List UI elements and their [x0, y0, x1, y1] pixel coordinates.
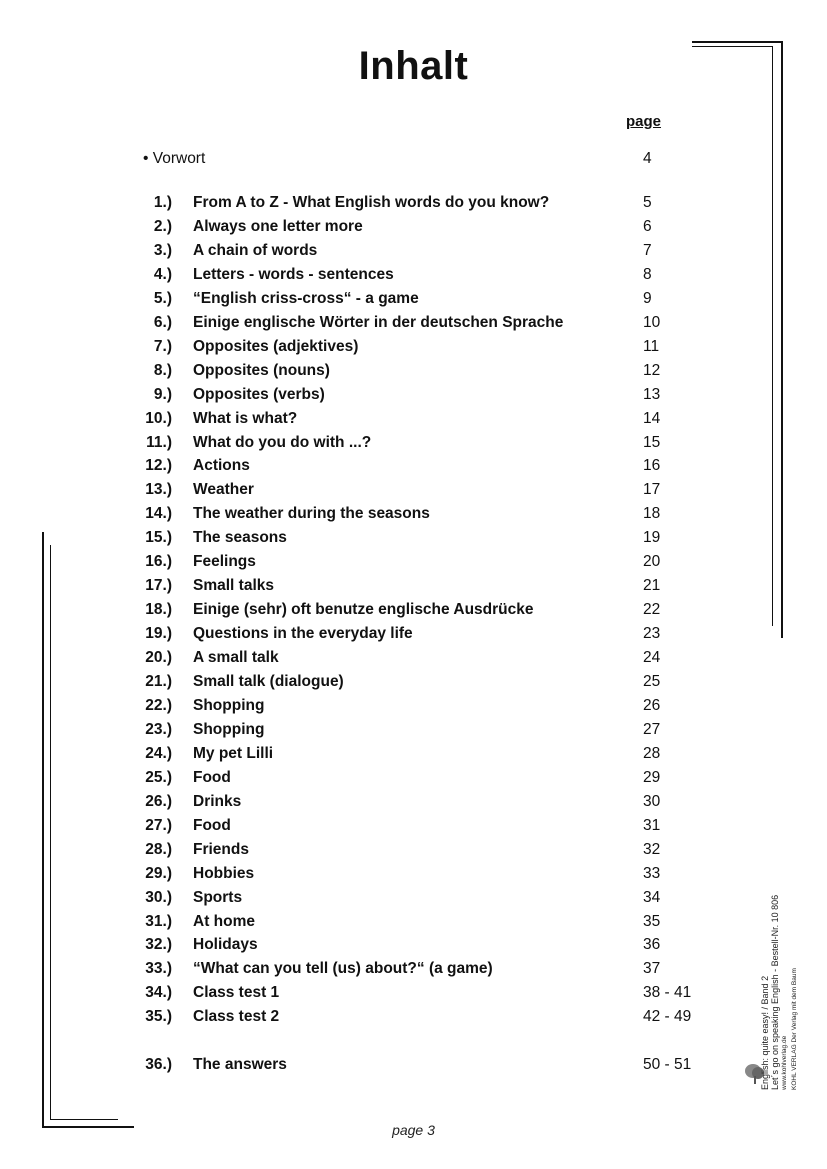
- toc-entry-page: 38 - 41: [643, 984, 692, 1001]
- toc-entry-title: Opposites (verbs): [193, 386, 325, 403]
- toc-entry-page: 35: [643, 913, 661, 930]
- toc-entry-page: 21: [643, 577, 661, 594]
- toc-entry-number: 29.): [145, 865, 172, 882]
- toc-entry-title: Weather: [193, 481, 254, 498]
- toc-entry-number: 20.): [145, 649, 172, 666]
- toc-entry-page: 23: [643, 625, 661, 642]
- toc-entry-page: 29: [643, 769, 661, 786]
- toc-entry-title: Letters - words - sentences: [193, 266, 394, 283]
- toc-entry-title: “What can you tell (us) about?“ (a game): [193, 960, 493, 977]
- toc-entry-title: Class test 1: [193, 984, 280, 1001]
- toc-entry-page: 22: [643, 601, 661, 618]
- toc-entry-page: 36: [643, 936, 661, 953]
- toc-entry-title: Small talks: [193, 577, 274, 594]
- toc-entry-page: 6: [643, 218, 652, 235]
- toc-entry-number: 26.): [145, 793, 172, 810]
- toc-entry-number: 17.): [145, 577, 172, 594]
- toc-entry-title: At home: [193, 913, 255, 930]
- toc-entry-page: 25: [643, 673, 661, 690]
- toc-entry-page: 4: [643, 150, 652, 167]
- toc-entry-title: What do you do with ...?: [193, 434, 372, 451]
- toc-entry-page: 18: [643, 505, 661, 522]
- toc-entry-title: Class test 2: [193, 1008, 280, 1025]
- toc-entry-number: 30.): [145, 889, 172, 906]
- toc-entry-title: Holidays: [193, 936, 258, 953]
- toc-entry-number: 7.): [153, 338, 172, 355]
- toc-entry-page: 12: [643, 362, 661, 379]
- toc-entry-number: 10.): [145, 410, 172, 427]
- toc-entry-page: 24: [643, 649, 661, 666]
- toc-entry-number: 1.): [153, 194, 172, 211]
- toc-entry-title: A small talk: [193, 649, 279, 666]
- toc-entry-title: Questions in the everyday life: [193, 625, 413, 642]
- toc-entry-title: Food: [193, 769, 231, 786]
- toc-entry-page: 26: [643, 697, 661, 714]
- toc-entry-number: 35.): [145, 1008, 172, 1025]
- page-column-header: page: [626, 113, 662, 130]
- toc-entry-number: 31.): [145, 913, 172, 930]
- publisher-logo-text: KOHL VERLAG: [791, 1044, 798, 1090]
- toc-entry-title: Opposites (nouns): [193, 362, 330, 379]
- toc-entry-number: 27.): [145, 817, 172, 834]
- toc-entry-number: 2.): [153, 218, 172, 235]
- toc-entry-title: My pet Lilli: [193, 745, 274, 762]
- toc-entry-page: 14: [643, 410, 661, 427]
- page-number-footer: page 3: [392, 1122, 435, 1138]
- toc-entry-title: Drinks: [193, 793, 242, 810]
- toc-entry-title: Shopping: [193, 697, 265, 714]
- toc-entry-page: 33: [643, 865, 661, 882]
- toc-entry-title: The weather during the seasons: [193, 505, 430, 522]
- toc-entry-title: Einige (sehr) oft benutze englische Ausdrücke: [193, 601, 534, 618]
- toc-entry-title: Small talk (dialogue): [193, 673, 344, 690]
- toc-entry-title: The answers: [193, 1056, 287, 1073]
- frame-top-right-inner: [692, 46, 772, 47]
- toc-entry-number: 32.): [145, 936, 172, 953]
- toc-entry-title: Sports: [193, 889, 243, 906]
- toc-entry-number: 21.): [145, 673, 172, 690]
- toc-entry-page: 34: [643, 889, 661, 906]
- toc-entry-title: Hobbies: [193, 865, 255, 882]
- frame-top-right-outer: [692, 41, 783, 43]
- toc-entry-page: 16: [643, 457, 661, 474]
- frame-bottom-inner: [50, 1119, 118, 1120]
- toc-entry-number: 18.): [145, 601, 172, 618]
- credit-line-order: Let´s go on speaking English - Bestell-Nr. 10 806: [770, 894, 780, 1090]
- toc-entry-page: 19: [643, 529, 661, 546]
- page-title: Inhalt: [358, 44, 469, 88]
- toc-entry-number: 23.): [145, 721, 172, 738]
- toc-entry-title: • Vorwort: [143, 150, 206, 167]
- publisher-side-credit: [760, 895, 800, 1090]
- toc-entry-number: 22.): [145, 697, 172, 714]
- toc-entry-title: Feelings: [193, 553, 256, 570]
- toc-entry-page: 20: [643, 553, 661, 570]
- toc-entry-page: 42 - 49: [643, 1008, 692, 1025]
- frame-right-outer: [781, 41, 783, 638]
- toc-entry-page: 15: [643, 434, 661, 451]
- toc-entry-title: “English criss-cross“ - a game: [193, 290, 419, 307]
- toc-entry-page: 30: [643, 793, 661, 810]
- toc-entry-page: 17: [643, 481, 661, 498]
- frame-left-inner: [50, 545, 51, 1120]
- toc-entry-number: 11.): [146, 434, 172, 451]
- toc-entry-number: 3.): [153, 242, 172, 259]
- toc-entry-number: 9.): [153, 386, 172, 403]
- toc-entry-title: Actions: [193, 457, 250, 474]
- toc-entry-title: Always one letter more: [193, 218, 363, 235]
- toc-entry-page: 50 - 51: [643, 1056, 692, 1073]
- frame-left-outer: [42, 532, 44, 1128]
- toc-entry-number: 24.): [145, 745, 172, 762]
- toc-entry-page: 9: [643, 290, 652, 307]
- toc-entry-page: 32: [643, 841, 661, 858]
- toc-entry-number: 28.): [145, 841, 172, 858]
- toc-entry-number: 8.): [153, 362, 172, 379]
- toc-entry-number: 14.): [145, 505, 172, 522]
- toc-entry-number: 12.): [145, 457, 172, 474]
- toc-entry-number: 13.): [145, 481, 172, 498]
- toc-entry-number: 33.): [145, 960, 172, 977]
- credit-line-website: www.kohlverlag.de: [781, 1035, 788, 1090]
- toc-entry-title: Food: [193, 817, 231, 834]
- toc-entry-page: 7: [643, 242, 652, 259]
- toc-entry-number: 5.): [153, 290, 172, 307]
- toc-entry-title: A chain of words: [193, 242, 318, 259]
- toc-entry-page: 28: [643, 745, 661, 762]
- toc-entry-page: 8: [643, 266, 652, 283]
- toc-entry-page: 5: [643, 194, 652, 211]
- toc-entry-number: 6.): [153, 314, 172, 331]
- toc-entry-title: Opposites (adjektives): [193, 338, 359, 355]
- toc-entry-page: 13: [643, 386, 661, 403]
- toc-entry-page: 27: [643, 721, 661, 738]
- toc-entry-page: 31: [643, 817, 661, 834]
- toc-entry-number: 4.): [153, 266, 172, 283]
- toc-entry-title: Einige englische Wörter in der deutschen Sprache: [193, 314, 564, 331]
- toc-entry-page: 11: [643, 338, 660, 355]
- toc-entry-number: 36.): [145, 1056, 172, 1073]
- toc-entry-title: Friends: [193, 841, 249, 858]
- toc-entry-number: 16.): [145, 553, 172, 570]
- toc-entry-number: 34.): [145, 984, 172, 1001]
- credit-line-series: English: quite easy! / Band 2: [760, 975, 770, 1090]
- toc-entry-number: 19.): [145, 625, 172, 642]
- toc-entry-number: 25.): [145, 769, 172, 786]
- toc-entry-page: 10: [643, 314, 661, 331]
- toc-entry-title: Shopping: [193, 721, 265, 738]
- publisher-tagline: Der Verlag mit dem Baum: [791, 968, 798, 1043]
- frame-right-inner: [772, 46, 773, 626]
- toc-entry-title: From A to Z - What English words do you know?: [193, 194, 550, 211]
- toc-entry-title: What is what?: [193, 410, 298, 427]
- toc-entry-title: The seasons: [193, 529, 287, 546]
- toc-entry-number: 15.): [145, 529, 172, 546]
- toc-entry-page: 37: [643, 960, 661, 977]
